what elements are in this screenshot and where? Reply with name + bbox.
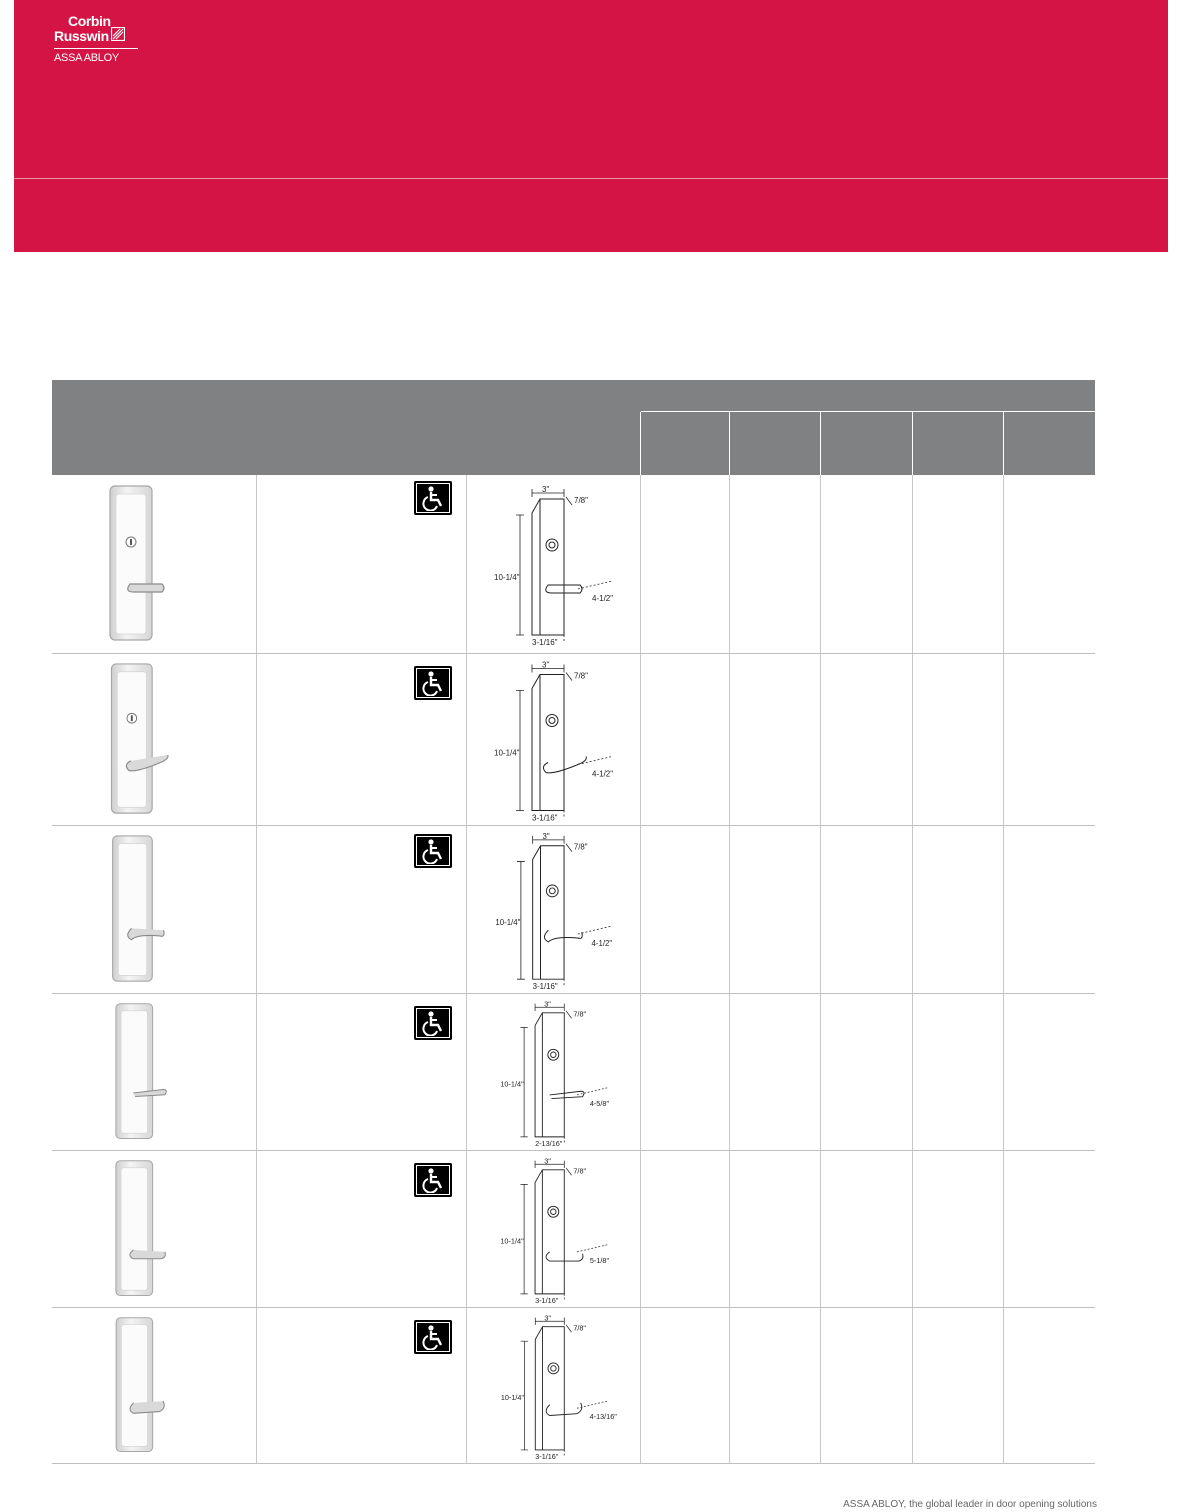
column-divider [1003, 1151, 1004, 1307]
dim-backset-label: 3-1/16" [532, 638, 558, 647]
dim-projection-label: 7/8" [573, 1166, 587, 1176]
trim-table [52, 380, 1095, 1464]
column-divider [256, 1308, 257, 1463]
column-divider [912, 994, 913, 1150]
dimension-drawing [492, 1314, 642, 1459]
wheelchair-icon [414, 1163, 452, 1197]
table-header-col-5 [1003, 412, 1096, 475]
column-divider [1003, 654, 1004, 825]
column-divider [466, 1151, 467, 1307]
product-photo [102, 1316, 212, 1455]
dim-lever-label: 4-1/2" [592, 594, 614, 603]
dim-width-label: 3" [542, 485, 550, 494]
dimension-drawing [492, 660, 642, 821]
table-row [52, 1308, 1095, 1464]
wheelchair-icon [414, 666, 452, 700]
table-row [52, 1151, 1095, 1308]
dim-backset-label: 3-1/16" [535, 1296, 559, 1303]
column-divider [1003, 994, 1004, 1150]
product-photo [102, 1002, 212, 1142]
group-name: ASSA ABLOY [54, 52, 119, 64]
column-divider [912, 826, 913, 993]
dimension-drawing [492, 832, 642, 989]
column-divider [820, 475, 821, 653]
brand-mark-icon [111, 27, 125, 41]
table-row [52, 654, 1095, 826]
brand-name-line2: Russwin [54, 28, 109, 44]
table-header [52, 380, 1095, 475]
dim-height-label: 10-1/4" [500, 1236, 524, 1246]
product-photo [102, 1159, 212, 1299]
column-divider [1003, 1308, 1004, 1463]
dim-projection-label: 7/8" [574, 496, 588, 505]
dim-lever-label: 4-5/8" [589, 1098, 610, 1108]
column-divider [912, 1308, 913, 1463]
dim-lever-label: 4-1/2" [592, 769, 614, 779]
column-divider [256, 826, 257, 993]
column-divider [256, 654, 257, 825]
column-divider [820, 654, 821, 825]
column-divider [466, 654, 467, 825]
dim-height-label: 10-1/4" [494, 748, 520, 758]
column-divider [466, 475, 467, 653]
table-header-description [52, 380, 640, 475]
table-header-col-4 [912, 412, 1003, 475]
table-header-col-1 [640, 412, 729, 475]
column-divider [466, 994, 467, 1150]
table-row [52, 994, 1095, 1151]
table-row [52, 475, 1095, 654]
dimension-drawing [492, 481, 642, 649]
column-divider [729, 826, 730, 993]
table-header-col-2 [729, 412, 820, 475]
dim-height-label: 10-1/4" [494, 573, 520, 582]
brand-name-line1: Corbin [68, 13, 111, 29]
dim-height-label: 10-1/4" [500, 1393, 524, 1403]
column-divider [729, 994, 730, 1150]
dim-width-label: 3" [542, 832, 550, 841]
dim-backset-label: 3-1/16" [532, 982, 558, 989]
column-divider [820, 1308, 821, 1463]
dim-width-label: 3" [544, 1157, 551, 1166]
product-photo [102, 483, 212, 645]
dim-projection-label: 7/8" [573, 1323, 586, 1333]
column-divider [820, 826, 821, 993]
dim-backset-label: 2-13/16" [535, 1139, 563, 1146]
column-divider [729, 654, 730, 825]
column-divider [1003, 475, 1004, 653]
wheelchair-icon [414, 1320, 452, 1354]
column-divider [820, 994, 821, 1150]
column-divider [466, 826, 467, 993]
dimension-drawing [492, 1157, 642, 1303]
wheelchair-icon [414, 481, 452, 515]
column-divider [912, 475, 913, 653]
dim-projection-label: 7/8" [574, 671, 588, 681]
dim-backset-label: 3-1/16" [535, 1452, 559, 1459]
table-header-group [641, 380, 1095, 412]
column-divider [466, 1308, 467, 1463]
wheelchair-icon [414, 1006, 452, 1040]
dim-lever-label: 4-1/2" [591, 938, 613, 948]
dim-height-label: 10-1/4" [500, 1079, 524, 1089]
column-divider [729, 475, 730, 653]
column-divider [820, 1151, 821, 1307]
column-divider [256, 1151, 257, 1307]
column-divider [912, 654, 913, 825]
dim-projection-label: 7/8" [573, 1009, 587, 1019]
banner-divider [14, 178, 1168, 179]
dim-projection-label: 7/8" [573, 842, 588, 852]
footer-tagline: ASSA ABLOY, the global leader in door opening solutions [843, 1499, 1097, 1510]
wheelchair-icon [414, 834, 452, 868]
column-divider [1003, 826, 1004, 993]
product-photo [102, 834, 212, 985]
column-divider [729, 1151, 730, 1307]
product-photo [102, 662, 212, 817]
dimension-drawing [492, 1000, 642, 1146]
column-divider [256, 994, 257, 1150]
logo-divider [54, 48, 138, 49]
table-body [52, 475, 1095, 1464]
column-divider [912, 1151, 913, 1307]
dim-height-label: 10-1/4" [495, 918, 521, 928]
corbin-russwin-logo [54, 15, 150, 64]
column-divider [729, 1308, 730, 1463]
table-header-col-3 [820, 412, 912, 475]
table-row [52, 826, 1095, 994]
dim-backset-label: 3-1/16" [532, 813, 558, 821]
column-divider [256, 475, 257, 653]
header-banner [14, 0, 1168, 252]
dim-lever-label: 4-13/16" [589, 1412, 617, 1422]
dim-width-label: 3" [542, 660, 550, 670]
dim-width-label: 3" [544, 1000, 551, 1009]
dim-width-label: 3" [544, 1314, 551, 1323]
dim-lever-label: 5-1/8" [589, 1255, 610, 1265]
